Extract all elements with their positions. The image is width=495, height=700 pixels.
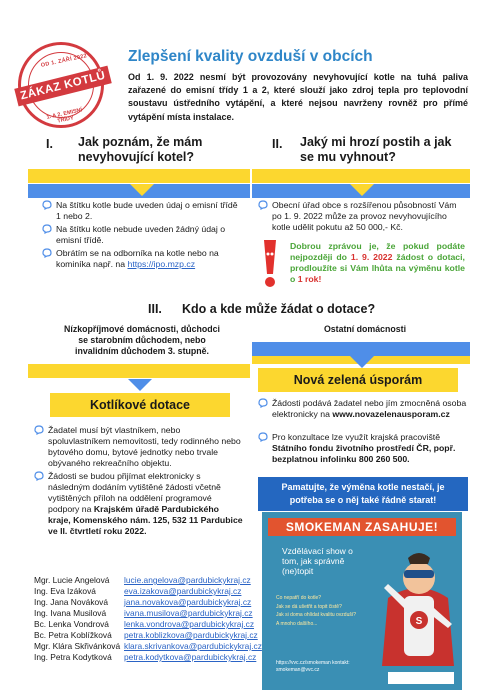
email-link[interactable]: ivana.musilova@pardubickykraj.cz [124,608,253,618]
speech-bubble-icon [34,425,44,435]
smokeman-subtitle: Vzdělávací show o tom, jak správně (ne)topit [282,546,353,576]
left-arrow-icon [128,379,152,391]
speech-bubble-icon [258,398,268,408]
email-link[interactable]: lucie.angelova@pardubickykraj.cz [124,575,251,585]
contact-row: Ing. Eva Izáková eva.izakova@pardubickykraj.cz [34,586,242,596]
contact-row: Ing. Ivana Musilová ivana.musilova@pardubickykraj.cz [34,608,253,618]
section2-item [258,200,463,233]
section3-number: III. [148,302,162,316]
section1-item [42,200,242,222]
speech-bubble-icon [42,248,52,258]
left-item-text: Žádosti se budou přijímat elektronicky s následným dodáním vytištěné žádosti včetně vytištěných příloh na oddělení programové podpory na [48,471,221,514]
section2-question: Jaký mi hrozí postih a jak se mu vyhnout? [300,135,452,164]
section1-item-text: Na štítku kotle bude uveden údaj o emisní třídě 1 nebo 2. [56,200,238,221]
section2-yellow-bar [252,169,470,183]
right-target-group: Ostatní domácnosti [323,324,407,334]
section2-arrow-icon [350,184,374,196]
email-link[interactable]: petra.kodytkova@pardubickykraj.cz [124,652,257,662]
svg-text:S: S [415,616,423,627]
email-link[interactable]: lenka.vondrova@pardubickykraj.cz [124,619,255,629]
right-item-text: Žádosti podává žadatel nebo jím zmocněná osoba elektronicky na [272,398,467,419]
smokeman-list: Co nepatří do kotle? Jak se dá ušetřit a topit čistě? Jak si doma ohlídat kvalitu ovzduší? A mnoho dalšího... [276,595,357,627]
section1-number: I. [46,137,53,151]
section1-arrow-icon [130,184,154,196]
smokeman-footer: https://vvc.cz/smokeman kontakt: smokeman@vvc.cz [276,660,350,673]
contact-row: Ing. Petra Kodytková petra.kodytkova@pardubickykraj.cz [34,652,257,662]
smokeman-title: SMOKEMAN ZASAHUJE! [268,518,456,536]
section1-item-text: Na štítku kotle nebude uveden žádný údaj o emisní třídě. [56,224,226,245]
right-item [258,398,468,420]
speech-bubble-icon [42,224,52,234]
sponsor-logos [388,672,454,684]
email-link[interactable]: eva.izakova@pardubickykraj.cz [124,586,242,596]
section1-item-text: Obrátím se na odborníka na kotle nebo na kominíka např. na [56,248,219,269]
contact-list [34,575,262,663]
right-item [258,432,468,465]
page-title: Zlepšení kvality ovzduší v obcích [128,48,373,65]
email-link[interactable]: jana.novakova@pardubickykraj.cz [124,597,252,607]
superhero-figure-icon [378,538,458,668]
left-item [34,425,244,469]
contact-row: Mgr. Lucie Angelová lucie.angelova@pardubickykraj.cz [34,575,251,585]
left-item-text: Žadatel musí být vlastníkem, nebo spoluvlastníkem nemovitosti, tedy rodinného nebo bytového domu, bytové jednotky nebo trvale obývaného rekreačního objektu. [48,425,241,468]
section1-question: Jak poznám, že mám nevyhovující kotel? [78,135,203,164]
speech-bubble-icon [258,200,268,210]
left-item [34,471,244,537]
speech-bubble-icon [42,200,52,210]
section3-left-yellow-bar [28,364,250,378]
ipo-link[interactable]: https://ipo.mzp.cz [127,259,196,269]
left-target-group: Nízkopříjmové domácnosti, důchodci se starobním důchodem, nebo invalidním důchodem 3. stupně. [64,324,220,357]
email-link[interactable]: petra.koblizkova@pardubickykraj.cz [124,630,258,640]
stamp-top-text: OD 1. ZÁŘÍ 2022 [40,53,88,69]
smokeman-poster [262,512,462,690]
right-arrow-icon [350,356,374,368]
contact-row: Mgr. Klára Skřivánková klara.skrivankova@pardubickykraj.cz [34,641,262,651]
nova-zelena-usporam-box: Nová zelená úsporám [258,368,458,392]
kotlikove-dotace-box: Kotlíkové dotace [50,393,230,417]
nzu-link[interactable]: www.novazelenausporam.cz [332,409,450,419]
exclamation-mark-icon [256,238,284,290]
good-news-text: Dobrou zprávou je, že pokud podáte nejpozději do 1. 9. 2022 žádost o dotaci, prodloužíte si Vám lhůta na výměnu kotle o 1 rok! [290,241,465,284]
section2-item-text: Obecní úřad obce s rozšířenou působností Vám po 1. 9. 2022 může za provoz nevyhovujícího kotle udělit pokutu až 50 000,- Kč. [272,200,457,232]
contact-row: Bc. Lenka Vondrová lenka.vondrova@pardubickykraj.cz [34,619,255,629]
intro-text: Od 1. 9. 2022 nesmí být provozovány nevyhovující kotle na tuhá paliva zařazené do emisní třídy 1 a 2, které slouží jako zdroj tepla pro teplovodní soustavu ústředního vytápění, a které nejsou navrženy rovněž pro přímé vytápění místa instalace. [128,72,468,122]
section1-yellow-bar [28,169,250,183]
stamp-band: ZÁKAZ KOTLŮ [14,66,112,107]
care-reminder-box: Pamatujte, že výměna kotle nestačí, je potřeba se o něj také řádně starat! [258,477,468,511]
sfzp-info: Státního fondu životního prostředí ČR, popř. bezplatnou infolinku 800 260 500. [272,443,456,464]
contact-row: Bc. Petra Koblížková petra.koblizkova@pardubickykraj.cz [34,630,258,640]
stamp-bottom-text: 1. A 2. EMISNÍ TŘÍDY [46,107,83,125]
section1-item [42,248,242,270]
speech-bubble-icon [258,432,268,442]
contact-row: Ing. Jana Nováková jana.novakova@pardubickykraj.cz [34,597,252,607]
section1-item [42,224,242,246]
section3-question: Kdo a kde může žádat o dotace? [182,302,376,316]
ban-stamp-logo [18,42,107,128]
section2-number: II. [272,137,283,151]
speech-bubble-icon [34,471,44,481]
email-link[interactable]: klara.skrivankova@pardubickykraj.cz [124,641,262,651]
section3-right-blue-bar [252,342,470,356]
right-item-text: Pro konzultace lze využít krajská pracoviště [272,432,441,442]
kraj-address: Krajském úřadě Pardubického kraje, Komenského nám. 125, 532 11 Pardubice ve II. čtvrtletí roku 2022. [48,504,243,536]
